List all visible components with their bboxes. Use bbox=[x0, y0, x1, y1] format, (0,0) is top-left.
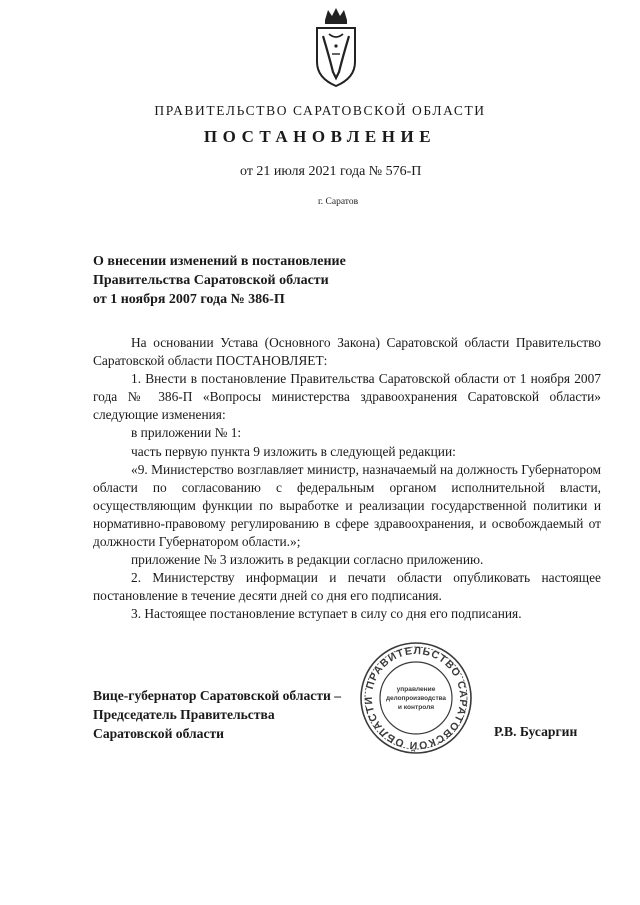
stamp-center-line: и контроля bbox=[397, 704, 435, 711]
stamp-center-line: управление bbox=[396, 686, 436, 693]
document-body bbox=[93, 334, 601, 624]
body-item-1: 1. Внести в постановление Правительства Саратовской области от 1 ноября 2007 года № 386-П «Вопросы министерства здравоохранения Саратовской области» следующие изменения: bbox=[93, 371, 601, 423]
stamp-center-line: делопроизводства bbox=[386, 695, 446, 702]
government-name: ПРАВИТЕЛЬСТВО САРАТОВСКОЙ ОБЛАСТИ bbox=[154, 103, 486, 118]
body-intro: На основании Устава (Основного Закона) Саратовской области Правительство Саратовской области ПОСТАНОВЛЯЕТ: bbox=[93, 335, 601, 369]
signer-title-line: Саратовской области bbox=[93, 726, 225, 741]
subject-line: О внесении изменений в постановление bbox=[93, 254, 346, 269]
subject-line: от 1 ноября 2007 года № 386-П bbox=[93, 292, 285, 307]
signer-title-line: Председатель Правительства bbox=[93, 707, 275, 722]
coat-of-arms-icon bbox=[309, 6, 363, 90]
signer-name: Р.В. Бусаргин bbox=[494, 724, 578, 739]
body-item-2: 2. Министерству информации и печати области опубликовать настоящее постановление в течение десяти дней со дня его подписания. bbox=[93, 570, 601, 604]
document-type: ПОСТАНОВЛЕНИЕ bbox=[203, 127, 437, 146]
official-stamp bbox=[358, 640, 474, 756]
body-appendix-1: в приложении № 1: bbox=[131, 425, 242, 441]
body-quote: «9. Министерство возглавляет министр, назначаемый на должность Губернатором области по согласованию с федеральным органом исполнительной власти, осуществляющим функции по выработке и реализации государственной политики и нормативно-правовому регулированию в сфере здравоохранения, и освобождаемый от должности Губернатором области.»; bbox=[93, 461, 601, 550]
signer-title-line: Вице-губернатор Саратовской области – bbox=[93, 688, 342, 703]
document-date-number: от 21 июля 2021 года № 576-П bbox=[240, 164, 422, 179]
subject-line: Правительства Саратовской области bbox=[93, 273, 329, 288]
stamp-ring-text: ПРАВИТЕЛЬСТВО САРАТОВСКОЙ ОБЛАСТИ bbox=[362, 644, 470, 752]
document-subject bbox=[93, 252, 346, 309]
body-appendix-3: приложение № 3 изложить в редакции согласно приложению. bbox=[131, 552, 484, 568]
signer-title bbox=[93, 686, 341, 743]
body-part-1: часть первую пункта 9 изложить в следующей редакции: bbox=[131, 443, 456, 459]
body-item-3: 3. Настоящее постановление вступает в силу со дня его подписания. bbox=[131, 606, 522, 622]
document-city: г. Саратов bbox=[317, 197, 359, 207]
